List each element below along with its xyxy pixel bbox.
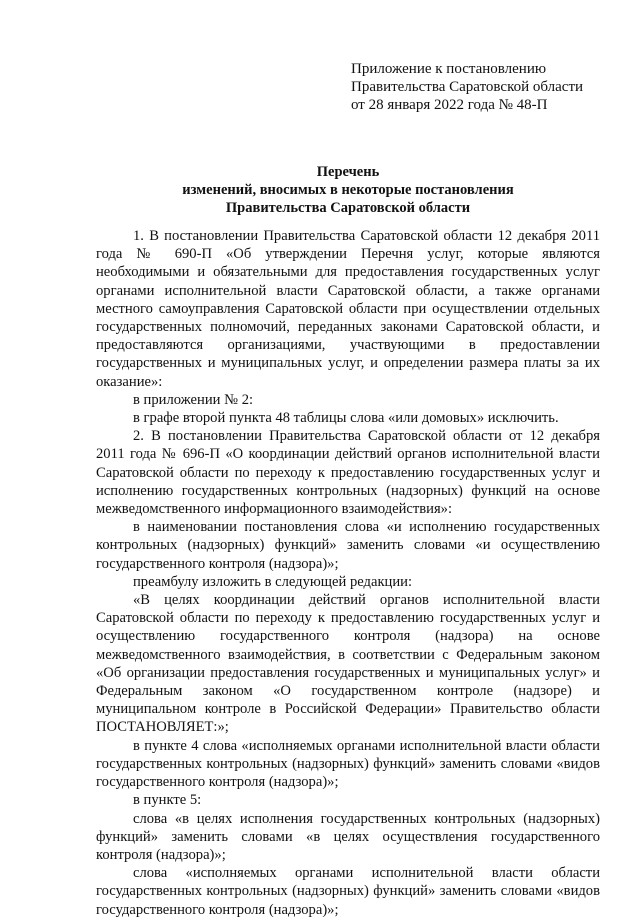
appendix-header (351, 60, 583, 114)
paragraph-11: слова «исполняемых органами исполнительной власти области государственных контрольных (надзорных) функций» заменить словами «видов государственного контроля (надзора)»; (96, 865, 600, 918)
appendix-line-3: от 28 января 2022 года № 48-П (351, 97, 548, 113)
appendix-line-1: Приложение к постановлению (351, 61, 547, 77)
paragraph-5: в наименовании постановления слова «и исполнению государственных контрольных (надзорных) функций» заменить словами «и осуществлению государственного контроля (надзора)»; (96, 519, 600, 572)
paragraph-10: слова «в целях исполнения государственных контрольных (надзорных) функций» заменить словами «в целях осуществления государственного контроля (надзора)»; (96, 810, 600, 863)
paragraph-7: «В целях координации действий органов исполнительной власти Саратовской области по переходу к предоставлению государственных услуг и осуществлению государственного контроля (надзора) на основе межведомственного взаимодействия, в соответствии с Федеральным законом «Об организации предоставления государственных и муниципальных услуг» и Федеральным законом «О государственном контроле (надзоре) и муниципальном контроле в Российской Федерации» Правительство области ПОСТАНОВЛЯЕТ:»; (96, 592, 600, 736)
title-line-1: Перечень (316, 164, 380, 180)
paragraph-9: в пункте 5: (133, 792, 202, 809)
paragraph-3: в графе второй пункта 48 таблицы слова «или домовых» исключить. (133, 410, 559, 427)
title-line-3: Правительства Саратовской области (225, 200, 471, 216)
title-line-2: изменений, вносимых в некоторые постановления (182, 182, 514, 198)
paragraph-4: 2. В постановлении Правительства Саратовской области от 12 декабря 2011 года № 696-П «О координации действий органов исполнительной власти Саратовской области по переходу к предоставлению государственных услуг и исполнению государственных контрольных (надзорных) функций на основе межведомственного информационного взаимодействия»: (96, 428, 600, 518)
paragraph-8: в пункте 4 слова «исполняемых органами исполнительной власти области государственных контрольных (надзорных) функций» заменить словами «видов государственного контроля (надзора)»; (96, 737, 600, 791)
document-title (96, 163, 600, 217)
paragraph-1: 1. В постановлении Правительства Саратовской области 12 декабря 2011 года № 690-П «Об утверждении Перечня услуг, которые являются необходимыми и обязательными для предоставления государственных услуг органами исполнительной власти Саратовской области, а также органами местного самоуправления Саратовской области при осуществлении отдельных государственных полномочий, переданных законами Саратовской области, и предоставляются организациями, участвующими в предоставлении государственных и муниципальных услуг, и определении размера платы за их оказание»: (96, 228, 600, 390)
paragraph-6: преамбулу изложить в следующей редакции: (133, 573, 413, 590)
appendix-line-2: Правительства Саратовской области (351, 79, 584, 95)
document-body (96, 227, 600, 919)
paragraph-2: в приложении № 2: (133, 391, 254, 408)
